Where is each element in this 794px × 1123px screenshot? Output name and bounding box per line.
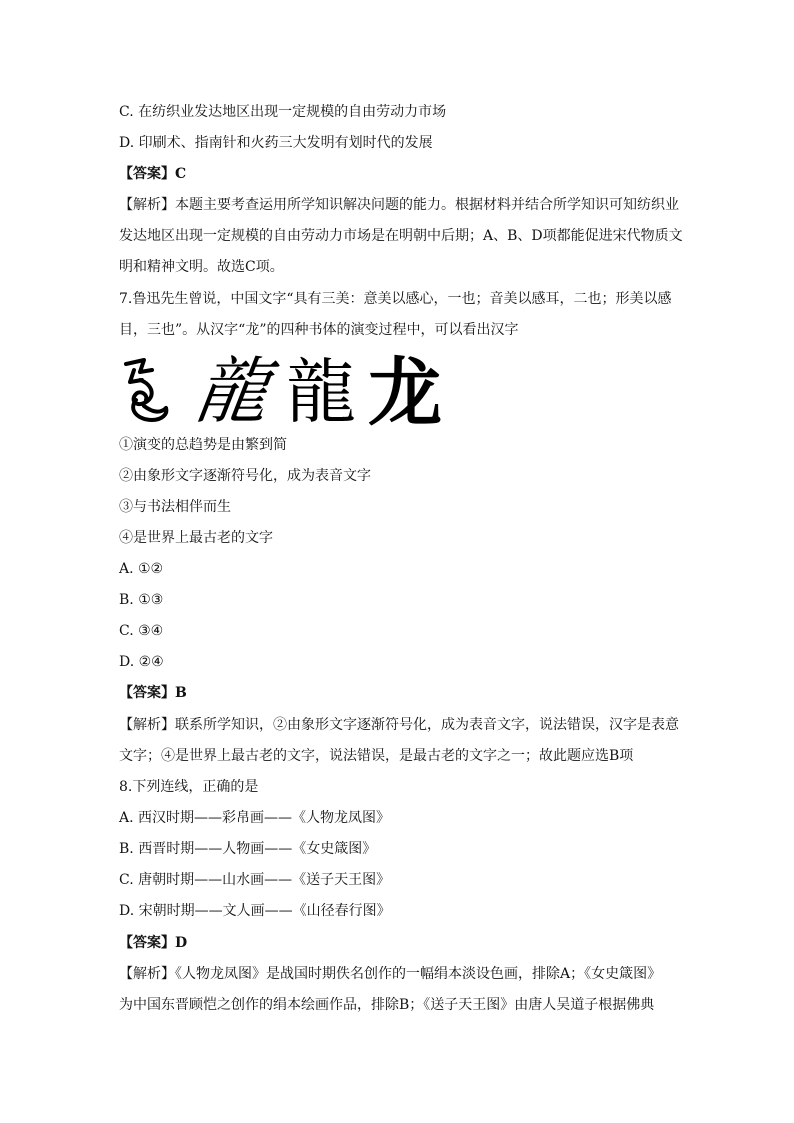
statement-1: ①演变的总趋势是由繁到简 [119, 437, 287, 453]
question-7-stem: 7.鲁迅先生曾说，中国文字“具有三美：意美以感心，一也；音美以感耳，二也；形美以感 [119, 291, 672, 307]
option-a: A. ①② [119, 561, 164, 577]
option-a: A. 西汉时期——彩帛画——《人物龙凤图》 [119, 810, 391, 826]
question-7-stem: 目，三也”。从汉字“龙”的四种书体的演变过程中，可以看出汉字 [119, 322, 519, 338]
analysis-line: 发达地区出现一定规模的自由劳动力市场是在明朝中后期；A、B、D项都能促进宋代物质文 [119, 228, 683, 244]
analysis-line: 【解析】本题主要考查运用所学知识解决问题的能力。根据材料并结合所学知识可知纺织业 [119, 197, 679, 213]
statement-4: ④是世界上最古老的文字 [119, 530, 273, 546]
option-d-line: D. 印刷术、指南针和火药三大发明有划时代的发展 [119, 135, 433, 151]
analysis-line: 文字；④是世界上最古老的文字，说法错误，是最古老的文字之一；故此题应选B项 [119, 748, 634, 764]
analysis-line: 明和精神文明。故选C项。 [119, 259, 284, 275]
option-b: B. 西晋时期——人物画——《女史箴图》 [119, 841, 377, 857]
question-8-stem: 8.下列连线，正确的是 [119, 779, 259, 795]
option-b: B. ①③ [119, 592, 164, 608]
answer-label: 【答案】C [119, 166, 187, 182]
analysis-line: 【解析】联系所学知识，②由象形文字逐渐符号化，成为表音文字，说法错误，汉字是表意 [119, 717, 679, 733]
answer-label: 【答案】B [119, 685, 187, 701]
answer-label: 【答案】D [119, 935, 188, 951]
oracle-bone-dragon-glyph [126, 360, 166, 420]
statement-2: ②由象形文字逐渐符号化，成为表音文字 [119, 468, 371, 484]
option-d: D. ②④ [119, 654, 164, 670]
option-c: C. ③④ [119, 623, 164, 639]
simplified-dragon-glyph: 龙 [368, 350, 442, 428]
statement-3: ③与书法相伴而生 [119, 499, 231, 515]
option-c: C. 唐朝时期——山水画——《送子天王图》 [119, 872, 391, 888]
dragon-glyphs-svg [122, 350, 442, 428]
analysis-line: 为中国东晋顾恺之创作的绢本绘画作品，排除B；《送子天王图》由唐人吴道子根据佛典 [119, 997, 655, 1013]
seal-script-dragon-glyph: 龍 [190, 350, 274, 428]
regular-script-dragon-glyph: 龍 [286, 351, 356, 428]
dragon-script-evolution-figure [122, 350, 442, 428]
option-c-line: C. 在纺织业发达地区出现一定规模的自由劳动力市场 [119, 104, 447, 120]
option-d: D. 宋朝时期——文人画——《山径春行图》 [119, 903, 391, 919]
analysis-line: 【解析】《人物龙凤图》是战国时期佚名创作的一幅绢本淡设色画，排除A；《女史箴图》 [119, 966, 662, 982]
